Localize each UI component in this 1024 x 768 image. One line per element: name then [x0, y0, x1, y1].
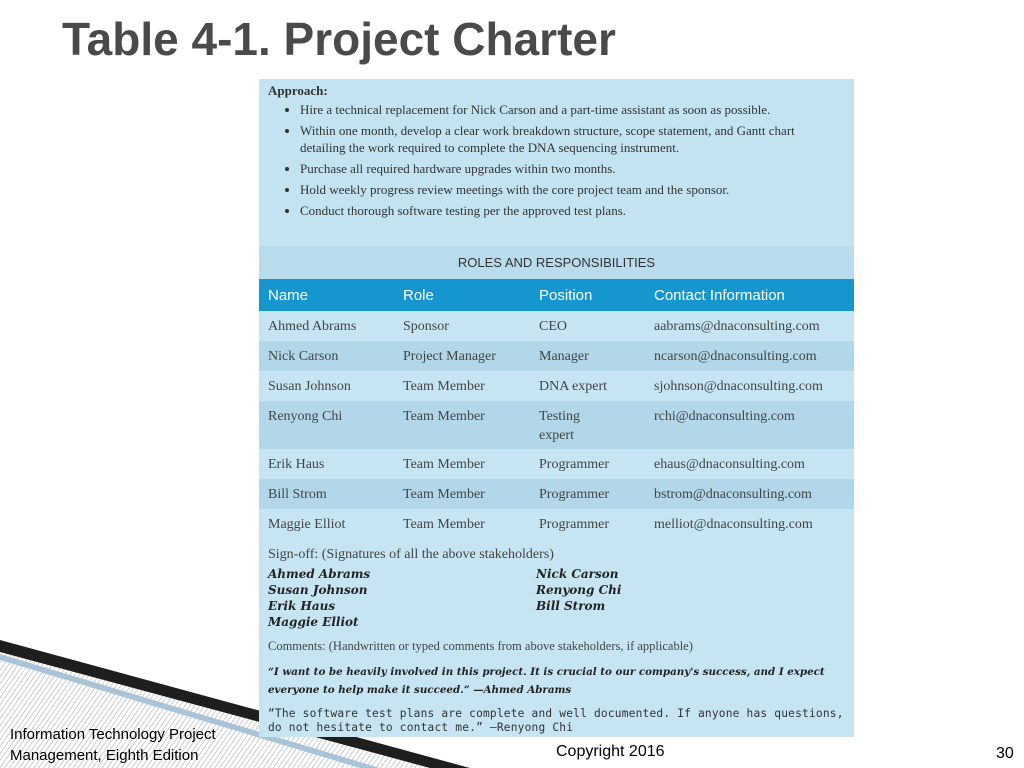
- approach-list: [268, 101, 840, 223]
- table-row: [259, 479, 854, 509]
- approach-item: • Conduct thorough software testing per the approved test plans.: [300, 202, 840, 219]
- approach-item: • Hold weekly progress review meetings with the core project team and the sponsor.: [300, 181, 840, 198]
- signature: Bill Strom: [536, 599, 606, 613]
- cell-position: Programmer: [539, 487, 609, 502]
- signature: Maggie Elliot: [268, 615, 359, 629]
- approach-item: • Purchase all required hardware upgrades within two months.: [300, 160, 840, 177]
- comments-label: Comments: (Handwritten or typed comments from above stakeholders, if applicable): [268, 639, 693, 653]
- comment-handwritten: “I want to be heavily involved in this project. It is crucial to our company's success, and I expect everyone to help make it succeed.” —Ahmed Abrams: [268, 666, 825, 696]
- table-row: [259, 401, 854, 449]
- approach-item: • Within one month, develop a clear work breakdown structure, scope statement, and Gantt chart detailing the work required to complete the DNA sequencing instrument.: [300, 122, 840, 156]
- footer-book-line: Information Technology Project: [10, 726, 216, 743]
- cell-position: Manager: [539, 349, 589, 364]
- signoff-label: Sign-off: (Signatures of all the above stakeholders): [268, 547, 554, 562]
- footer-book-title: [10, 724, 216, 766]
- approach-item: • Hire a technical replacement for Nick Carson and a part-time assistant as soon as possible.: [300, 101, 840, 118]
- footer-copyright: Copyright 2016: [556, 743, 665, 760]
- slide-title: Table 4-1. Project Charter: [62, 13, 616, 65]
- cell-name: Nick Carson: [268, 349, 339, 364]
- cell-position: Testing expert: [539, 409, 581, 443]
- cell-name: Renyong Chi: [268, 409, 343, 424]
- cell-name: Maggie Elliot: [268, 517, 346, 532]
- signature: Susan Johnson: [268, 583, 368, 597]
- cell-role: Team Member: [403, 517, 485, 532]
- cell-contact: sjohnson@dnaconsulting.com: [654, 379, 823, 394]
- cell-contact: ncarson@dnaconsulting.com: [654, 349, 817, 364]
- table-row: [259, 509, 854, 541]
- table-row: [259, 341, 854, 371]
- cell-role: Team Member: [403, 487, 485, 502]
- column-header-position: Position: [539, 287, 593, 304]
- cell-role: Sponsor: [403, 319, 449, 334]
- cell-name: Susan Johnson: [268, 379, 351, 394]
- table-row: [259, 371, 854, 401]
- table-row: [259, 311, 854, 341]
- project-charter-table: [259, 79, 854, 737]
- table-row: [259, 449, 854, 479]
- cell-name: Erik Haus: [268, 457, 325, 472]
- signature: Erik Haus: [268, 599, 336, 613]
- signature: Nick Carson: [536, 567, 619, 581]
- approach-section: [259, 79, 854, 246]
- cell-contact: rchi@dnaconsulting.com: [654, 409, 795, 424]
- cell-role: Team Member: [403, 457, 485, 472]
- comment-typed: “The software test plans are complete and well documented. If anyone has questions, do not hesitate to contact me.” —Renyong Chi: [268, 707, 844, 734]
- cell-contact: ehaus@dnaconsulting.com: [654, 457, 805, 472]
- signature: Renyong Chi: [536, 583, 622, 597]
- cell-position: Programmer: [539, 457, 609, 472]
- column-header-name: Name: [268, 287, 309, 304]
- page-number: 30: [996, 745, 1014, 762]
- cell-name: Ahmed Abrams: [268, 319, 357, 334]
- cell-name: Bill Strom: [268, 487, 327, 502]
- cell-contact: aabrams@dnaconsulting.com: [654, 319, 820, 334]
- table-header-row: [259, 279, 854, 311]
- cell-role: Team Member: [403, 379, 485, 394]
- cell-position: DNA expert: [539, 379, 608, 394]
- cell-contact: melliot@dnaconsulting.com: [654, 517, 813, 532]
- roles-heading: ROLES AND RESPONSIBILITIES: [259, 246, 854, 279]
- cell-role: Team Member: [403, 409, 485, 424]
- cell-role: Project Manager: [403, 349, 496, 364]
- approach-heading: Approach:: [268, 83, 328, 98]
- signature: Ahmed Abrams: [268, 567, 371, 581]
- column-header-contact: Contact Information: [654, 287, 785, 304]
- cell-position: Programmer: [539, 517, 609, 532]
- column-header-role: Role: [403, 287, 434, 304]
- cell-position: CEO: [539, 319, 567, 334]
- signoff-section: [259, 541, 854, 633]
- footer-book-line: Management, Eighth Edition: [10, 747, 199, 764]
- cell-contact: bstrom@dnaconsulting.com: [654, 487, 812, 502]
